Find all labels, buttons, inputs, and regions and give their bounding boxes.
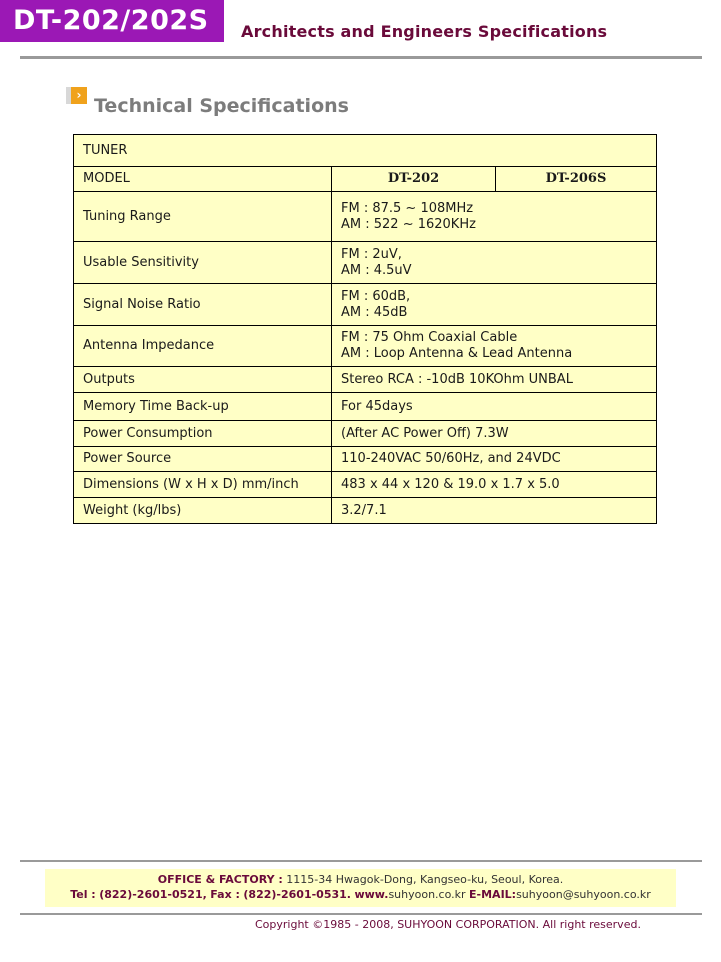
tel-label: Tel : (70, 888, 96, 901)
table-row (74, 421, 657, 447)
copyright: Copyright ©1985 - 2008, SUHYOON CORPORATION. All right reserved. (255, 918, 641, 931)
table-row-category (74, 135, 657, 167)
table-row (74, 498, 657, 524)
spec-value: 3.2/7.1 (332, 498, 657, 524)
page-header-title: Architects and Engineers Specifications (241, 22, 608, 41)
spec-value: FM : 2uV, AM : 4.5uV (332, 242, 657, 284)
spec-value: FM : 87.5 ~ 108MHz AM : 522 ~ 1620KHz (332, 192, 657, 242)
spec-label: Antenna Impedance (74, 326, 332, 367)
fax-label: Fax : (210, 888, 240, 901)
category-cell: TUNER (74, 135, 657, 167)
fax-number: (822)-2601-0531. (243, 888, 351, 901)
section-arrow-icon: › (66, 87, 87, 104)
spec-table (73, 134, 657, 524)
spec-label: Usable Sensitivity (74, 242, 332, 284)
spec-value: 483 x 44 x 120 & 19.0 x 1.7 x 5.0 (332, 472, 657, 498)
table-row-model (74, 167, 657, 192)
footer-office-line (45, 872, 676, 887)
email-link[interactable]: suhyoon@suhyoon.co.kr (516, 888, 651, 901)
model-badge: DT-202/202S (0, 0, 224, 42)
spec-label: Weight (kg/lbs) (74, 498, 332, 524)
spec-label: Outputs (74, 367, 332, 393)
table-row (74, 284, 657, 326)
table-row (74, 192, 657, 242)
spec-value: FM : 60dB, AM : 45dB (332, 284, 657, 326)
table-row (74, 326, 657, 367)
table-row (74, 367, 657, 393)
footer-divider-bottom (20, 913, 702, 915)
spec-label: Power Consumption (74, 421, 332, 447)
model-a-cell: DT-202 (332, 167, 496, 192)
table-row (74, 242, 657, 284)
spec-value: FM : 75 Ohm Coaxial Cable AM : Loop Antenna & Lead Antenna (332, 326, 657, 367)
spec-value: (After AC Power Off) 7.3W (332, 421, 657, 447)
model-b-cell: DT-206S (496, 167, 657, 192)
header-divider (20, 56, 702, 59)
spec-value: Stereo RCA : -10dB 10KOhm UNBAL (332, 367, 657, 393)
spec-label: Memory Time Back-up (74, 393, 332, 421)
tel-number: (822)-2601-0521, (99, 888, 207, 901)
spec-label: Power Source (74, 447, 332, 472)
spec-label: Tuning Range (74, 192, 332, 242)
office-label: OFFICE & FACTORY : (157, 873, 283, 886)
footer-contact (45, 869, 676, 907)
office-address: 1115-34 Hwagok-Dong, Kangseo-ku, Seoul, Korea. (286, 873, 564, 886)
footer-divider-top (20, 860, 702, 862)
table-row (74, 472, 657, 498)
email-label: E-MAIL: (469, 888, 517, 901)
spec-value: 110-240VAC 50/60Hz, and 24VDC (332, 447, 657, 472)
website-link[interactable]: www.suhyoon.co.kr (354, 888, 466, 901)
spec-label: Signal Noise Ratio (74, 284, 332, 326)
spec-label: Dimensions (W x H x D) mm/inch (74, 472, 332, 498)
section-title: Technical Specifications (94, 95, 349, 117)
table-row (74, 447, 657, 472)
footer-contact-line (45, 887, 676, 902)
model-label-cell: MODEL (74, 167, 332, 192)
table-row (74, 393, 657, 421)
spec-value: For 45days (332, 393, 657, 421)
